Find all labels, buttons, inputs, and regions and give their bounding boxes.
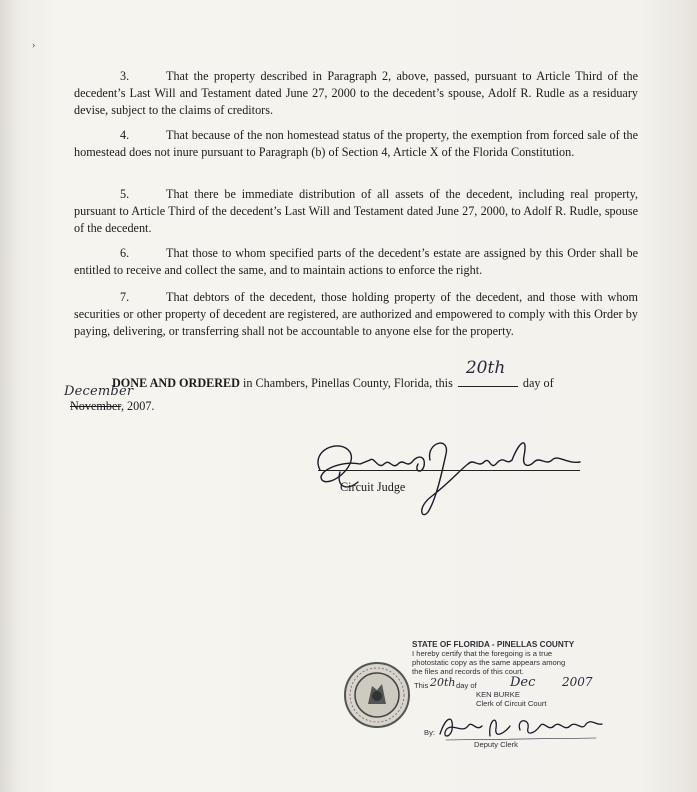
paragraph-number: 5. <box>120 187 130 201</box>
order-year: , 2007. <box>120 399 155 413</box>
certificate-header: STATE OF FLORIDA - PINELLAS COUNTY <box>412 640 575 649</box>
done-and-ordered-line <box>112 358 652 392</box>
paragraph-6 <box>74 245 638 279</box>
deputy-clerk-label: Deputy Clerk <box>474 740 518 749</box>
chambers-text: in Chambers, Pinellas County, Florida, this <box>239 376 453 390</box>
day-of-text: day of <box>522 376 554 390</box>
paragraph-number: 3. <box>120 69 130 83</box>
signature-line <box>318 470 580 471</box>
paragraph-text: That because of the non homestead status of the property, the exemption from forced sale of the homestead does not inure pursuant to Paragraph (b) of Section 4, Article X of the Florida Constitution. <box>74 128 638 159</box>
month-line <box>70 398 154 415</box>
this-label: This <box>414 681 429 690</box>
paragraph-text: That those to whom specified parts of the decedent’s estate are assigned by this Order shall be entitled to receive and collect the same, and to maintain actions to enforce the right. <box>74 246 638 277</box>
handwritten-day: 20th <box>465 358 506 378</box>
paragraph-number: 4. <box>120 128 130 142</box>
certificate-day: 20th <box>430 676 456 689</box>
paragraph-text: That there be immediate distribution of all assets of the decedent, including real property, pursuant to Article Third of the decedent’s Last Will and Testament dated June 27, 2000, to Adolf R. Rudle, spouse of the decedent. <box>74 187 638 235</box>
paragraph-number: 7. <box>120 290 130 304</box>
handwritten-month: December <box>64 384 134 399</box>
tick-mark: › <box>32 40 36 51</box>
circuit-judge-label: Circuit Judge <box>340 480 406 494</box>
county-seal-icon <box>342 660 412 730</box>
paragraph-3 <box>74 68 638 119</box>
certificate-year: 2007 <box>562 675 593 689</box>
certificate-day-of: day of <box>456 681 477 690</box>
paragraph-text: That debtors of the decedent, those holding property of the decedent, and those with whom securities or other property of decedent are registered, are authorized and empowered to comply with this Order by paying, delivering, or transferring shall not be accountable to anyone else for the property. <box>74 290 638 338</box>
clerk-block <box>476 690 547 708</box>
certification-stamp <box>412 640 602 676</box>
paragraph-number: 6. <box>120 246 130 260</box>
certificate-line: the files and records of this court. <box>412 667 524 676</box>
day-blank <box>458 358 518 387</box>
paragraph-4 <box>74 127 638 161</box>
certificate-line: photostatic copy as the same appears among <box>412 658 566 667</box>
certificate-line: I hereby certify that the foregoing is a true <box>412 649 553 658</box>
paragraph-text: That the property described in Paragraph 2, above, passed, pursuant to Article Third of the decedent’s Last Will and Testament dated June 27, 2000 to the decedent’s spouse, Adolf R. Rudle as a residuary devise, subject to the claims of creditors. <box>74 69 638 117</box>
struck-month: November <box>70 399 121 413</box>
clerk-name: KEN BURKE <box>476 690 520 699</box>
by-label: By: <box>424 728 435 737</box>
deputy-signature-block <box>416 718 606 748</box>
certificate-month: Dec <box>510 675 536 690</box>
deputy-signature <box>436 712 606 742</box>
done-and-ordered-heading: DONE AND ORDERED <box>112 376 240 390</box>
paragraph-5 <box>74 186 638 237</box>
judge-signature <box>300 430 590 520</box>
paragraph-7 <box>74 289 638 340</box>
clerk-title: Clerk of Circuit Court <box>476 699 547 708</box>
